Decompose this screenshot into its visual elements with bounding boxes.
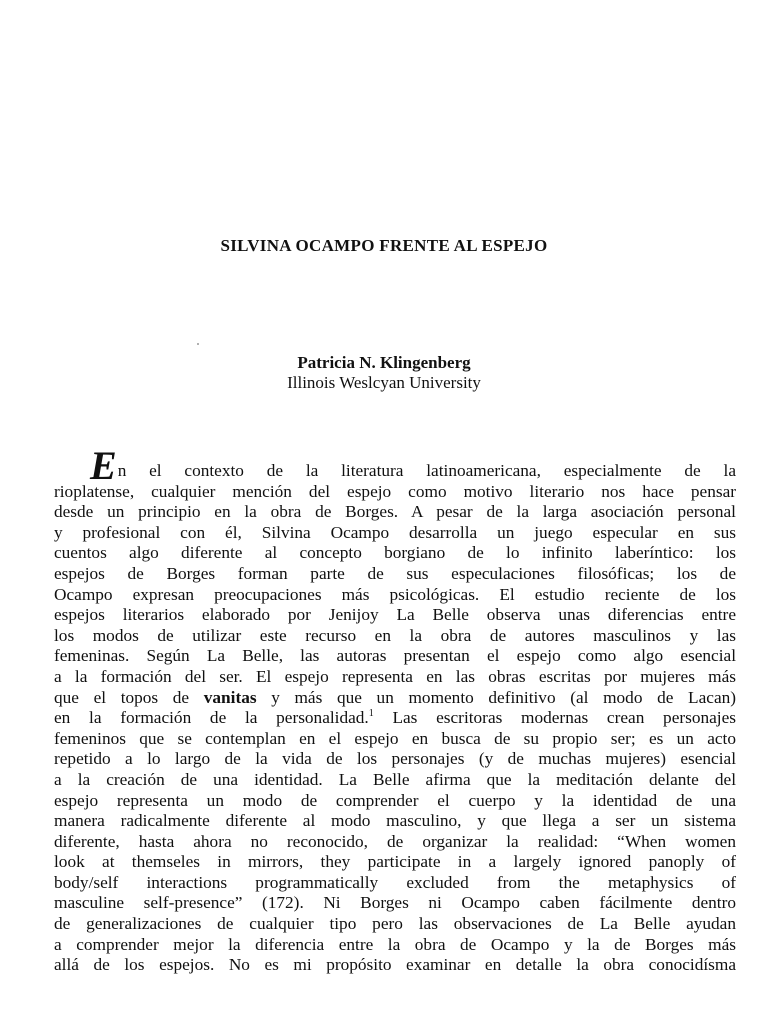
body-line: [54, 688, 736, 709]
body-line: los modos de utilizar este recurso en la obra de autores masculinos y las: [54, 625, 736, 645]
article-title: SILVINA OCAMPO FRENTE AL ESPEJO: [220, 236, 548, 255]
body-line: body/self interactions programmatically excluded from the metaphysics of: [54, 872, 736, 892]
author-affiliation: Illinois Weslcyan University: [287, 373, 481, 392]
body-line: allá de los espejos. No es mi propósito examinar en detalle la obra conocidísma: [54, 955, 736, 975]
body-line: espejos de Borges forman parte de sus especulaciones filosóficas; los de: [54, 563, 736, 583]
body-line: espejo representa un modo de comprender el cuerpo y la identidad de una: [54, 790, 736, 810]
body-line: desde un principio en la obra de Borges. A pesar de la larga asociación personal: [54, 502, 736, 522]
author-block: [0, 353, 768, 393]
emphasis-vanitas: vanitas: [203, 687, 257, 707]
body-line: rioplatense, cualquier mención del espejo como motivo literario nos hace pensar: [54, 481, 736, 501]
body-line: espejos literarios elaborado por Jenijoy La Belle observa unas diferencias entre: [54, 605, 736, 625]
body-line: masculine self-presence” (172). Ni Borges ni Ocampo caben fácilmente dentro: [54, 893, 736, 913]
body-line: a la formación del ser. El espejo representa en las obras escritas por mujeres más: [54, 666, 736, 686]
body-line: diferente, hasta ahora no reconocido, de organizar la realidad: “When women: [54, 831, 736, 851]
body-line: a comprender mejor la diferencia entre la obra de Ocampo y la de Borges más: [54, 934, 736, 954]
body-line: manera radicalmente diferente al modo masculino, y que llega a ser un sistema: [54, 811, 736, 831]
body-line: [54, 708, 736, 729]
body-line: [54, 443, 736, 488]
body-line: Ocampo expresan preocupaciones más psicológicas. El estudio reciente de los: [54, 584, 736, 604]
body-text-run: Las escritoras modernas crean personajes: [373, 708, 736, 728]
body-line: femeninas. Según La Belle, las autoras presentan el espejo como algo esencial: [54, 646, 736, 666]
body-line: cuentos algo diferente al concepto borgiano de lo infinito laberíntico: los: [54, 543, 736, 563]
body-text-run: en la formación de la personalidad.: [54, 708, 369, 728]
author-name: Patricia N. Klingenberg: [297, 353, 471, 372]
body-line: repetido a lo largo de la vida de los personajes (y de muchas mujeres) esencial: [54, 749, 736, 769]
body-line: look at themseles in mirrors, they participate in a largely ignored panoply of: [54, 852, 736, 872]
drop-cap: E: [90, 443, 117, 488]
body-line: femeninos que se contemplan en el espejo en busca de su propio ser; es un acto: [54, 728, 736, 748]
body-line-text: n el contexto de la literatura latinoamericana, especialmente de la: [117, 461, 736, 480]
scan-speck: [197, 343, 199, 345]
body-text-run: que el topos de: [54, 687, 204, 707]
body-paragraph: [54, 443, 737, 976]
body-line: y profesional con él, Silvina Ocampo desarrolla un juego especular en sus: [54, 522, 736, 542]
footnote-marker[interactable]: 1: [368, 708, 374, 720]
body-text-run: y más que un momento definitivo (al modo de Lacan): [256, 687, 737, 707]
body-line: de generalizaciones de cualquier tipo pero las observaciones de La Belle ayudan: [54, 914, 736, 934]
body-line: a la creación de una identidad. La Belle afirma que la meditación delante del: [54, 769, 736, 789]
